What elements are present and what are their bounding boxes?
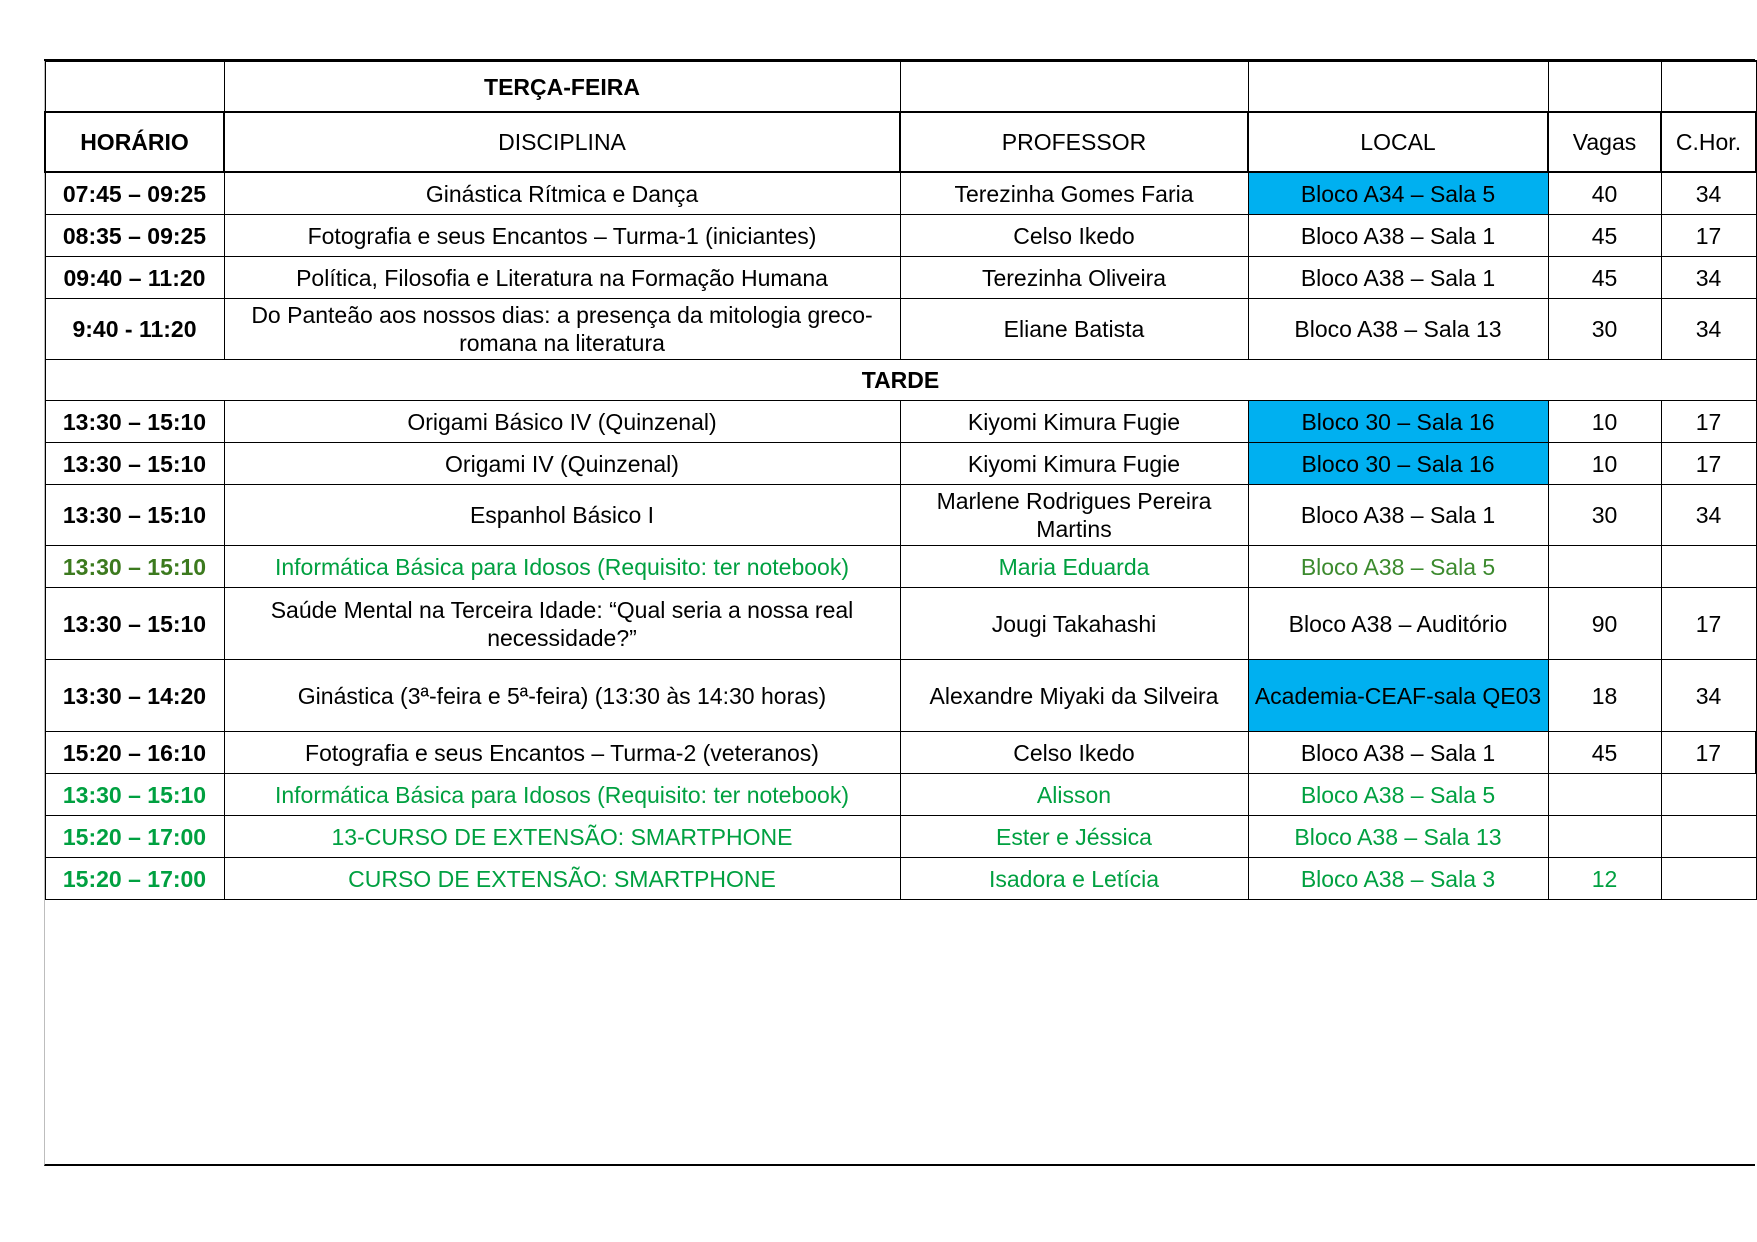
header-local: LOCAL	[1248, 112, 1548, 172]
chor-cell: 34	[1661, 172, 1756, 215]
local-cell: Bloco A38 – Sala 1	[1248, 257, 1548, 299]
disciplina-cell: Espanhol Básico I	[224, 485, 900, 546]
disciplina-cell: CURSO DE EXTENSÃO: SMARTPHONE	[224, 858, 900, 900]
chor-cell	[1661, 816, 1756, 858]
section-afternoon-title: TARDE	[45, 360, 1756, 401]
local-cell: Bloco A38 – Sala 13	[1248, 299, 1548, 360]
local-cell-highlighted: Bloco 30 – Sala 16	[1248, 443, 1548, 485]
disciplina-cell: Informática Básica para Idosos (Requisito: ter notebook)	[224, 546, 900, 588]
local-cell: Bloco A38 – Sala 5	[1248, 774, 1548, 816]
disciplina-cell: Fotografia e seus Encantos – Turma-2 (veteranos)	[224, 732, 900, 774]
local-cell-highlighted: Bloco 30 – Sala 16	[1248, 401, 1548, 443]
section-row	[45, 360, 1756, 401]
vagas-cell	[1548, 816, 1661, 858]
horario-cell: 13:30 – 15:10	[45, 443, 224, 485]
table-row	[45, 588, 1756, 660]
chor-cell: 34	[1661, 660, 1756, 732]
horario-cell: 13:30 – 15:10	[45, 588, 224, 660]
disciplina-cell: Origami Básico IV (Quinzenal)	[224, 401, 900, 443]
professor-cell: Kiyomi Kimura Fugie	[900, 443, 1248, 485]
vagas-cell: 90	[1548, 588, 1661, 660]
local-cell-highlighted: Academia-CEAF-sala QE03	[1248, 660, 1548, 732]
header-row	[45, 112, 1756, 172]
day-title: TERÇA-FEIRA	[224, 61, 900, 112]
vagas-cell: 12	[1548, 858, 1661, 900]
disciplina-cell: Fotografia e seus Encantos – Turma-1 (iniciantes)	[224, 215, 900, 257]
horario-cell: 09:40 – 11:20	[45, 257, 224, 299]
title-empty-cell	[1661, 61, 1756, 112]
horario-cell: 9:40 - 11:20	[45, 299, 224, 360]
title-empty-cell	[45, 61, 224, 112]
title-empty-cell	[1548, 61, 1661, 112]
table-row	[45, 485, 1756, 546]
header-vagas: Vagas	[1548, 112, 1661, 172]
schedule-table	[44, 60, 1757, 900]
table-row	[45, 660, 1756, 732]
horario-cell: 15:20 – 16:10	[45, 732, 224, 774]
horario-cell: 13:30 – 14:20	[45, 660, 224, 732]
chor-cell: 17	[1661, 401, 1756, 443]
professor-cell: Jougi Takahashi	[900, 588, 1248, 660]
professor-cell: Alisson	[900, 774, 1248, 816]
disciplina-cell: Origami IV (Quinzenal)	[224, 443, 900, 485]
local-cell: Bloco A38 – Sala 3	[1248, 858, 1548, 900]
table-row	[45, 816, 1756, 858]
professor-cell: Maria Eduarda	[900, 546, 1248, 588]
table-row	[45, 546, 1756, 588]
professor-cell: Kiyomi Kimura Fugie	[900, 401, 1248, 443]
chor-cell	[1661, 858, 1756, 900]
vagas-cell	[1548, 774, 1661, 816]
title-row	[45, 61, 1756, 112]
local-cell: Bloco A38 – Sala 5	[1248, 546, 1548, 588]
table-row	[45, 858, 1756, 900]
table-row	[45, 732, 1756, 774]
vagas-cell: 40	[1548, 172, 1661, 215]
horario-cell: 13:30 – 15:10	[45, 774, 224, 816]
disciplina-cell: 13-CURSO DE EXTENSÃO: SMARTPHONE	[224, 816, 900, 858]
disciplina-cell: Saúde Mental na Terceira Idade: “Qual seria a nossa real necessidade?”	[224, 588, 900, 660]
horario-cell: 08:35 – 09:25	[45, 215, 224, 257]
vagas-cell: 45	[1548, 732, 1661, 774]
horario-cell: 13:30 – 15:10	[45, 485, 224, 546]
local-cell: Bloco A38 – Sala 1	[1248, 215, 1548, 257]
horario-cell: 15:20 – 17:00	[45, 858, 224, 900]
vagas-cell: 10	[1548, 443, 1661, 485]
table-row	[45, 299, 1756, 360]
professor-cell: Alexandre Miyaki da Silveira	[900, 660, 1248, 732]
disciplina-cell: Informática Básica para Idosos (Requisito: ter notebook)	[224, 774, 900, 816]
table-row	[45, 215, 1756, 257]
chor-cell: 34	[1661, 257, 1756, 299]
vagas-cell: 30	[1548, 299, 1661, 360]
horario-cell: 13:30 – 15:10	[45, 546, 224, 588]
header-professor: PROFESSOR	[900, 112, 1248, 172]
header-disciplina: DISCIPLINA	[224, 112, 900, 172]
chor-cell: 34	[1661, 485, 1756, 546]
vagas-cell: 30	[1548, 485, 1661, 546]
table-row	[45, 774, 1756, 816]
local-cell: Bloco A38 – Auditório	[1248, 588, 1548, 660]
professor-cell: Isadora e Letícia	[900, 858, 1248, 900]
local-cell: Bloco A38 – Sala 1	[1248, 732, 1548, 774]
title-empty-cell	[1248, 61, 1548, 112]
local-cell: Bloco A38 – Sala 13	[1248, 816, 1548, 858]
horario-cell: 15:20 – 17:00	[45, 816, 224, 858]
vagas-cell: 10	[1548, 401, 1661, 443]
disciplina-cell: Ginástica (3ª-feira e 5ª-feira) (13:30 às 14:30 horas)	[224, 660, 900, 732]
chor-cell: 17	[1661, 588, 1756, 660]
chor-cell: 17	[1661, 443, 1756, 485]
professor-cell: Marlene Rodrigues Pereira Martins	[900, 485, 1248, 546]
local-cell-highlighted: Bloco A34 – Sala 5	[1248, 172, 1548, 215]
table-row	[45, 257, 1756, 299]
disciplina-cell: Ginástica Rítmica e Dança	[224, 172, 900, 215]
table-row	[45, 172, 1756, 215]
vagas-cell: 45	[1548, 257, 1661, 299]
local-cell: Bloco A38 – Sala 1	[1248, 485, 1548, 546]
professor-cell: Eliane Batista	[900, 299, 1248, 360]
header-horario: HORÁRIO	[45, 112, 224, 172]
horario-cell: 07:45 – 09:25	[45, 172, 224, 215]
chor-cell	[1661, 546, 1756, 588]
title-empty-cell	[900, 61, 1248, 112]
disciplina-cell: Do Panteão aos nossos dias: a presença da mitologia greco-romana na literatura	[224, 299, 900, 360]
vagas-cell: 18	[1548, 660, 1661, 732]
professor-cell: Celso Ikedo	[900, 215, 1248, 257]
professor-cell: Ester e Jéssica	[900, 816, 1248, 858]
professor-cell: Terezinha Gomes Faria	[900, 172, 1248, 215]
vagas-cell	[1548, 546, 1661, 588]
chor-cell: 17	[1661, 732, 1756, 774]
vagas-cell: 45	[1548, 215, 1661, 257]
horario-cell: 13:30 – 15:10	[45, 401, 224, 443]
chor-cell	[1661, 774, 1756, 816]
disciplina-cell: Política, Filosofia e Literatura na Formação Humana	[224, 257, 900, 299]
header-chor: C.Hor.	[1661, 112, 1756, 172]
table-row	[45, 401, 1756, 443]
professor-cell: Celso Ikedo	[900, 732, 1248, 774]
chor-cell: 34	[1661, 299, 1756, 360]
chor-cell: 17	[1661, 215, 1756, 257]
table-row	[45, 443, 1756, 485]
professor-cell: Terezinha Oliveira	[900, 257, 1248, 299]
